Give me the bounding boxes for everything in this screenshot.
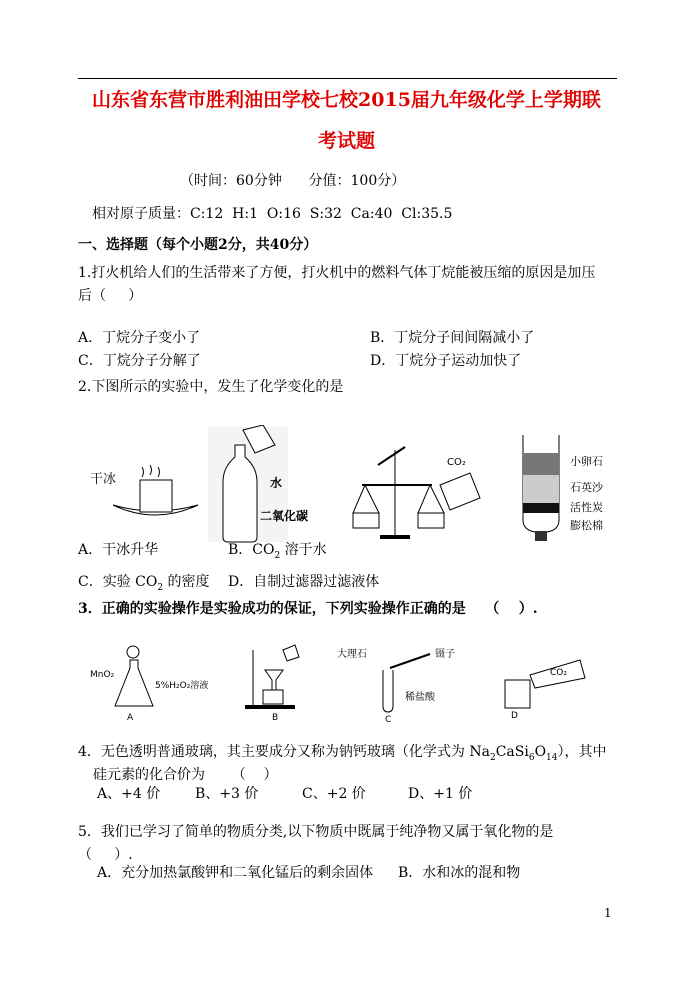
label-co2-d: CO₂ — [550, 668, 567, 678]
q4-option-a: A、+4 价 — [97, 786, 161, 802]
label-tweezers: 镊子 — [435, 649, 455, 660]
label-water: 水 — [270, 476, 283, 490]
q4-option-c: C、+2 价 — [302, 786, 366, 802]
header-rule — [78, 78, 617, 79]
co2-pour-figure-d — [505, 660, 585, 721]
q5-line2: （ ）. — [78, 847, 133, 863]
q5-option-a: A．充分加热氯酸钾和二氧化锰后的剩余固体 — [97, 865, 374, 881]
label-cotton: 膨松棉 — [570, 519, 603, 532]
label-c: C — [385, 715, 392, 725]
page-number: 1 — [604, 906, 612, 920]
q2-stem: 2.下图所示的实验中，发生了化学变化的是 — [78, 379, 344, 395]
q2-option-b: B．$CO_2$ 溶于水 — [228, 542, 327, 561]
exam-time-score: （时间：60分钟 分值：100分） — [180, 173, 406, 189]
q1-line2: 后（ ） — [78, 288, 143, 304]
test-tube-figure-c — [337, 647, 455, 725]
q3-figures — [85, 640, 605, 730]
label-pebbles: 小卵石 — [570, 455, 603, 468]
q2-option-d: D．自制过滤器过滤液体 — [228, 574, 380, 590]
label-co2-gas: 二氧化碳 — [260, 509, 309, 523]
q5-line1: 5．我们已学习了简单的物质分类,以下物质中既属于纯净物又属于氧化物的是 — [78, 824, 554, 840]
label-marble: 大理石 — [337, 649, 367, 660]
label-dilute-hcl: 稀盐酸 — [405, 692, 435, 703]
balance-figure — [353, 447, 480, 539]
label-co2: CO₂ — [447, 457, 466, 468]
filter-figure — [523, 435, 604, 541]
label-activated-carbon: 活性炭 — [570, 501, 603, 514]
dry-ice-figure — [90, 465, 198, 515]
q4-line1: 4．无色透明普通玻璃，其主要成分又称为钠钙玻璃（化学式为 $Na_2CaSi_6O_{14}$），其中 — [78, 744, 607, 763]
label-mno2: MnO₂ — [90, 670, 115, 680]
label-b: B — [272, 713, 279, 723]
filtration-figure-b — [245, 645, 299, 723]
label-d: D — [511, 711, 518, 721]
q4-option-b: B、+3 价 — [195, 786, 259, 802]
q2-figures — [80, 425, 620, 545]
bottle-figure — [208, 425, 308, 542]
q1-option-b: B．丁烷分子间间隔减小了 — [370, 330, 535, 346]
q2-option-a: A．干冰升华 — [78, 542, 159, 558]
q3-stem: 3．正确的实验操作是实验成功的保证，下列实验操作正确的是 （ ）. — [78, 601, 538, 617]
q4-option-d: D、+1 价 — [408, 786, 473, 802]
q1-line1: 1.打火机给人们的生活带来了方便，打火机中的燃料气体丁烷能被压缩的原因是加压 — [78, 265, 596, 281]
q2-option-c: C．实验 $CO_2$ 的密度 — [78, 574, 210, 593]
q1-option-a: A．丁烷分子变小了 — [78, 330, 201, 346]
flask-figure-a — [90, 646, 208, 723]
label-dry-ice: 干冰 — [90, 472, 117, 487]
q1-option-c: C．丁烷分子分解了 — [78, 353, 201, 369]
label-a: A — [127, 713, 134, 723]
q4-line2: 硅元素的化合价为 （ ） — [93, 767, 278, 783]
q5-option-b: B．水和冰的混和物 — [398, 865, 521, 881]
atomic-masses: 相对原子质量：C:12 H:1 O:16 S:32 Ca:40 Cl:35.5 — [92, 206, 453, 222]
label-h2o2: 5%H₂O₂溶液 — [155, 681, 209, 691]
section-heading: 一、选择题（每个小题2分，共40分） — [78, 237, 318, 253]
title-line2: 考试题 — [317, 130, 375, 152]
label-quartz-sand: 石英沙 — [570, 481, 603, 494]
q1-option-d: D．丁烷分子运动加快了 — [370, 353, 522, 369]
title-line1: 山东省东营市胜利油田学校七校2015届九年级化学上学期联 — [92, 89, 601, 111]
